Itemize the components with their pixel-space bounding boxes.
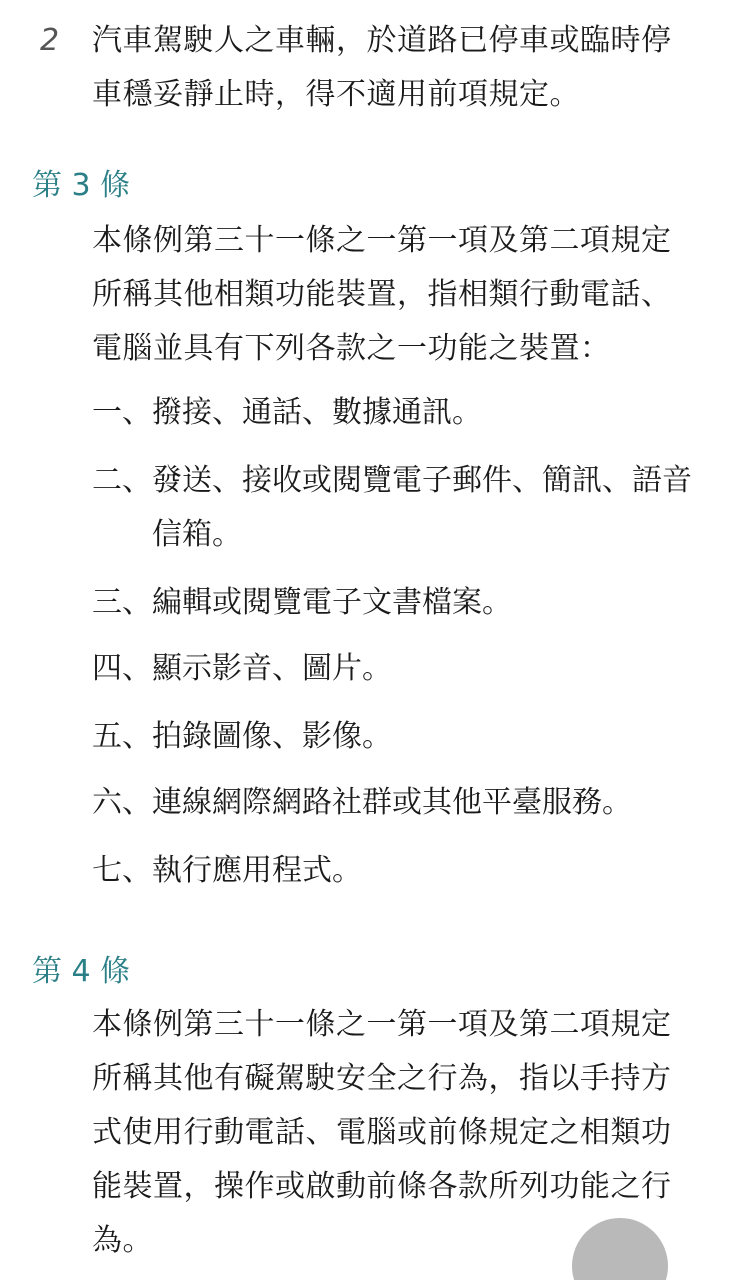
- list-item-text: 連線網際網路社群或其他平臺服務。: [152, 785, 632, 820]
- list-item-mark: 四、: [92, 651, 152, 686]
- list-item-mark: 五、: [92, 719, 152, 754]
- list-item-text: 顯示影音、圖片。: [152, 651, 392, 686]
- list-item-text: 拍錄圖像、影像。: [152, 719, 392, 754]
- list-item-text: 編輯或閱覽電子文書檔案。: [152, 585, 512, 620]
- list-item: [92, 642, 692, 696]
- article-4-text: 本條例第三十一條之一第一項及第二項規定所稱其他有礙駕駛安全之行為，指以手持方式使用行動電話、電腦或前條規定之相類功能裝置，操作或啟動前條各款所列功能之行為。: [92, 1007, 672, 1258]
- article-3-intro: 本條例第三十一條之一第一項及第二項規定所稱其他相類功能裝置，指相類行動電話、電腦並具有下列各款之一功能之裝置：: [92, 223, 672, 366]
- list-item: [92, 386, 692, 440]
- list-item: [92, 576, 692, 630]
- list-item-mark: 六、: [92, 785, 152, 820]
- list-item-text: 撥接、通話、數據通訊。: [152, 395, 482, 430]
- list-item: [92, 776, 692, 830]
- list-item-mark: 一、: [92, 395, 152, 430]
- list-item-text: 執行應用程式。: [152, 853, 362, 888]
- paragraph-text: 汽車駕駛人之車輛，於道路已停車或臨時停車穩妥靜止時，得不適用前項規定。: [92, 23, 672, 112]
- list-item: [92, 454, 692, 562]
- list-item-mark: 二、: [92, 463, 152, 498]
- list-item-mark: 七、: [92, 853, 152, 888]
- list-item: [92, 710, 692, 764]
- list-item-text: 發送、接收或閱覽電子郵件、簡訊、語音信箱。: [152, 463, 692, 552]
- paragraph-number: 2: [40, 23, 60, 58]
- article-4-title[interactable]: 第 4 條: [32, 954, 131, 989]
- list-item: [92, 844, 692, 898]
- list-item-mark: 三、: [92, 585, 152, 620]
- article-3-title[interactable]: 第 3 條: [32, 168, 131, 203]
